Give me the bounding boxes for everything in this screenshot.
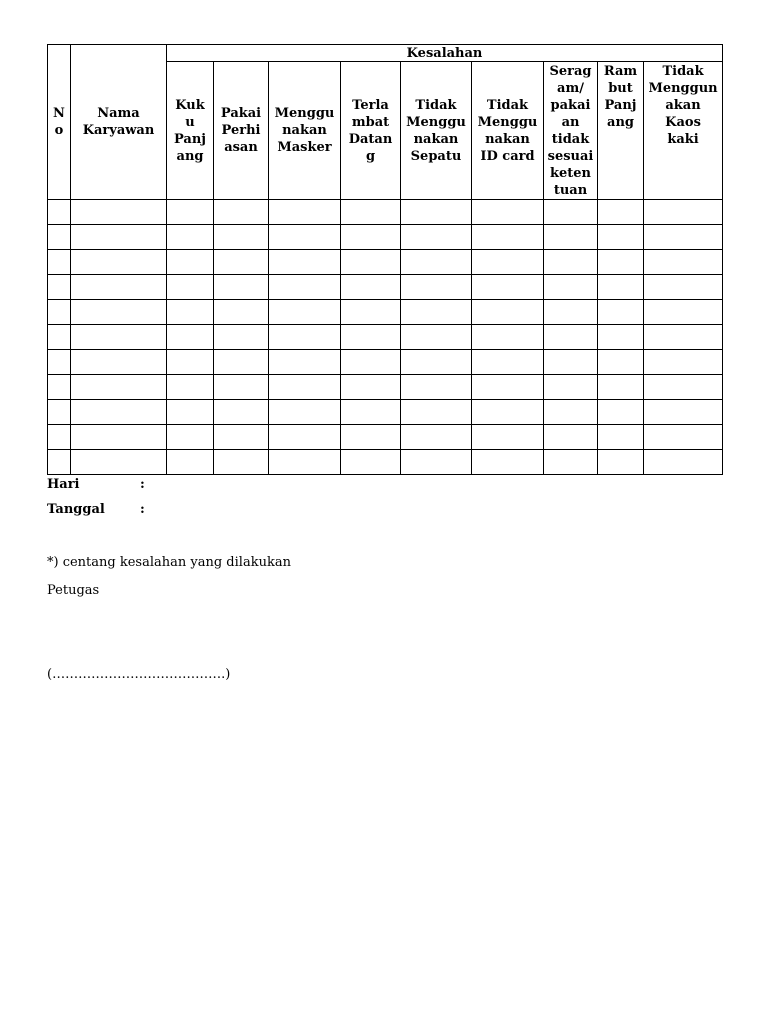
table-row	[48, 375, 723, 400]
header-kuku-panjang: Kuk u Panj ang	[167, 62, 214, 200]
table-cell[interactable]	[598, 200, 644, 225]
table-cell[interactable]	[598, 275, 644, 300]
table-cell[interactable]	[401, 300, 472, 325]
table-cell[interactable]	[214, 450, 269, 475]
table-cell[interactable]	[341, 250, 401, 275]
hari-field	[47, 477, 145, 492]
table-cell[interactable]	[341, 350, 401, 375]
table-cell[interactable]	[214, 425, 269, 450]
hari-colon: :	[140, 477, 145, 492]
table-cell[interactable]	[644, 275, 723, 300]
table-cell[interactable]	[598, 425, 644, 450]
header-rambut-panjang: Ram but Panj ang	[598, 62, 644, 200]
table-cell[interactable]	[644, 200, 723, 225]
table-cell[interactable]	[544, 325, 598, 350]
table-cell[interactable]	[269, 300, 341, 325]
table-cell[interactable]	[71, 450, 167, 475]
instruction-note: *) centang kesalahan yang dilakukan	[47, 555, 291, 570]
table-cell[interactable]	[48, 375, 71, 400]
table-cell[interactable]	[598, 350, 644, 375]
table-cell[interactable]	[214, 250, 269, 275]
table-cell[interactable]	[167, 275, 214, 300]
table-cell[interactable]	[167, 250, 214, 275]
table-cell[interactable]	[341, 300, 401, 325]
table-cell[interactable]	[341, 450, 401, 475]
table-cell[interactable]	[644, 450, 723, 475]
tanggal-colon: :	[140, 502, 145, 517]
table-cell[interactable]	[401, 225, 472, 250]
table-row	[48, 350, 723, 375]
table-row	[48, 300, 723, 325]
table-cell[interactable]	[401, 400, 472, 425]
table-cell[interactable]	[167, 375, 214, 400]
table-cell[interactable]	[269, 250, 341, 275]
table-cell[interactable]	[401, 375, 472, 400]
header-tidak-menggunakan-sepatu: Tidak Menggu nakan Sepatu	[401, 62, 472, 200]
table-cell[interactable]	[401, 425, 472, 450]
table-row	[48, 200, 723, 225]
table-cell[interactable]	[214, 275, 269, 300]
table-cell[interactable]	[48, 350, 71, 375]
table-cell[interactable]	[401, 350, 472, 375]
table-cell[interactable]	[401, 250, 472, 275]
table-cell[interactable]	[644, 250, 723, 275]
table-cell[interactable]	[167, 225, 214, 250]
header-tidak-menggunakan-kaos-kaki: Tidak Menggun akan Kaos kaki	[644, 62, 723, 200]
header-seragam-tidak-sesuai: Serag am/ pakai an tidak sesuai keten tuan	[544, 62, 598, 200]
header-nama-karyawan: Nama Karyawan	[71, 45, 167, 200]
table-cell[interactable]	[644, 425, 723, 450]
table-cell[interactable]	[598, 450, 644, 475]
table-cell[interactable]	[214, 350, 269, 375]
table-cell[interactable]	[598, 225, 644, 250]
signature-line: (………………………………….)	[47, 667, 231, 682]
table-cell[interactable]	[598, 400, 644, 425]
table-cell[interactable]	[472, 225, 544, 250]
table-cell[interactable]	[341, 400, 401, 425]
table-cell[interactable]	[644, 225, 723, 250]
table-cell[interactable]	[472, 325, 544, 350]
table-cell[interactable]	[71, 425, 167, 450]
table-cell[interactable]	[598, 300, 644, 325]
tanggal-field	[47, 502, 145, 517]
table-cell[interactable]	[598, 375, 644, 400]
table-cell[interactable]	[269, 450, 341, 475]
table-cell[interactable]	[269, 225, 341, 250]
table-cell[interactable]	[644, 300, 723, 325]
table-cell[interactable]	[214, 200, 269, 225]
table-cell[interactable]	[472, 425, 544, 450]
table-cell[interactable]	[644, 400, 723, 425]
table-cell[interactable]	[544, 375, 598, 400]
table-cell[interactable]	[48, 200, 71, 225]
table-cell[interactable]	[71, 200, 167, 225]
table-cell[interactable]	[167, 200, 214, 225]
table-cell[interactable]	[644, 375, 723, 400]
table-cell[interactable]	[167, 325, 214, 350]
table-cell[interactable]	[214, 225, 269, 250]
table-cell[interactable]	[48, 450, 71, 475]
table-row	[48, 400, 723, 425]
table-cell[interactable]	[167, 350, 214, 375]
table-row	[48, 250, 723, 275]
table-cell[interactable]	[598, 250, 644, 275]
table-cell[interactable]	[472, 350, 544, 375]
table-cell[interactable]	[401, 325, 472, 350]
table-cell[interactable]	[401, 200, 472, 225]
table-row	[48, 425, 723, 450]
table-cell[interactable]	[167, 400, 214, 425]
tanggal-label: Tanggal	[47, 502, 105, 517]
table-cell[interactable]	[71, 375, 167, 400]
table-cell[interactable]	[48, 300, 71, 325]
table-cell[interactable]	[544, 250, 598, 275]
table-row	[48, 275, 723, 300]
header-pakai-perhiasan: Pakai Perhi asan	[214, 62, 269, 200]
table-cell[interactable]	[544, 200, 598, 225]
table-row	[48, 225, 723, 250]
table-cell[interactable]	[269, 400, 341, 425]
table-cell[interactable]	[48, 225, 71, 250]
table-cell[interactable]	[341, 425, 401, 450]
table-cell[interactable]	[214, 375, 269, 400]
table-cell[interactable]	[472, 275, 544, 300]
table-cell[interactable]	[269, 425, 341, 450]
table-cell[interactable]	[472, 250, 544, 275]
table-cell[interactable]	[544, 300, 598, 325]
table-cell[interactable]	[71, 250, 167, 275]
table-cell[interactable]	[269, 350, 341, 375]
header-menggunakan-masker: Menggu nakan Masker	[269, 62, 341, 200]
table-cell[interactable]	[48, 250, 71, 275]
table-cell[interactable]	[341, 225, 401, 250]
table-cell[interactable]	[544, 400, 598, 425]
table-cell[interactable]	[71, 400, 167, 425]
table-row	[48, 450, 723, 475]
table-cell[interactable]	[341, 375, 401, 400]
table-cell[interactable]	[544, 450, 598, 475]
header-tidak-menggunakan-id-card: Tidak Menggu nakan ID card	[472, 62, 544, 200]
table-row	[48, 325, 723, 350]
table-cell[interactable]	[167, 450, 214, 475]
table-cell[interactable]	[214, 400, 269, 425]
header-terlambat-datang: Terla mbat Datan g	[341, 62, 401, 200]
header-kesalahan: Kesalahan	[167, 45, 723, 62]
table-cell[interactable]	[48, 275, 71, 300]
table-cell[interactable]	[167, 425, 214, 450]
table-cell[interactable]	[269, 275, 341, 300]
table-cell[interactable]	[48, 425, 71, 450]
table-cell[interactable]	[48, 325, 71, 350]
table-cell[interactable]	[472, 450, 544, 475]
table-cell[interactable]	[472, 400, 544, 425]
petugas-label: Petugas	[47, 583, 100, 598]
table-cell[interactable]	[472, 200, 544, 225]
table-cell[interactable]	[71, 300, 167, 325]
table-cell[interactable]	[472, 300, 544, 325]
table-cell[interactable]	[341, 200, 401, 225]
table-cell[interactable]	[544, 350, 598, 375]
table-cell[interactable]	[544, 275, 598, 300]
table-cell[interactable]	[341, 275, 401, 300]
table-cell[interactable]	[544, 425, 598, 450]
hari-label: Hari	[47, 477, 80, 492]
table-cell[interactable]	[269, 375, 341, 400]
table-cell[interactable]	[269, 325, 341, 350]
table-cell[interactable]	[71, 350, 167, 375]
table-cell[interactable]	[48, 400, 71, 425]
table-cell[interactable]	[401, 450, 472, 475]
header-no: N o	[48, 45, 71, 200]
table-cell[interactable]	[598, 325, 644, 350]
kesalahan-table	[47, 44, 723, 475]
table-cell[interactable]	[644, 325, 723, 350]
table-cell[interactable]	[214, 325, 269, 350]
table-cell[interactable]	[71, 275, 167, 300]
table-cell[interactable]	[472, 375, 544, 400]
table-cell[interactable]	[71, 225, 167, 250]
table-cell[interactable]	[214, 300, 269, 325]
table-body	[48, 200, 723, 475]
table-cell[interactable]	[71, 325, 167, 350]
table-cell[interactable]	[269, 200, 341, 225]
table-cell[interactable]	[341, 325, 401, 350]
table-cell[interactable]	[401, 275, 472, 300]
table-cell[interactable]	[544, 225, 598, 250]
table-cell[interactable]	[167, 300, 214, 325]
table-cell[interactable]	[644, 350, 723, 375]
